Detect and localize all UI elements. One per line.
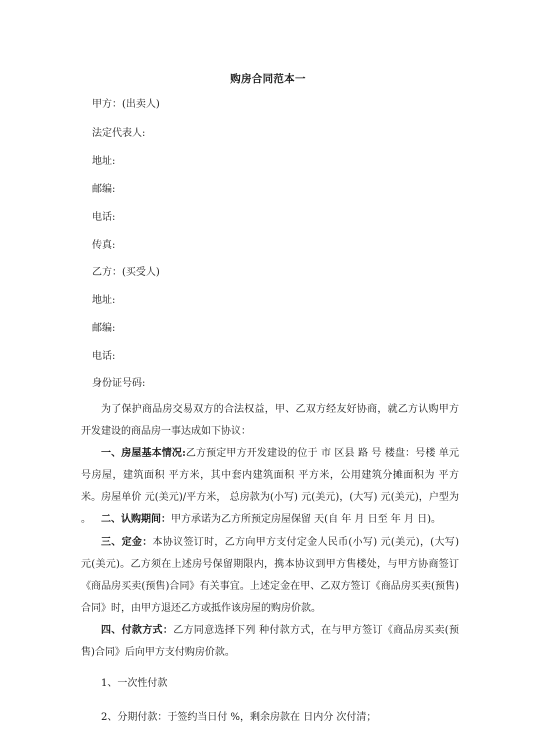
- section-payment-method: [81, 620, 459, 664]
- document-title: 购房合同范本一: [230, 73, 306, 85]
- party-a-postcode-field: 邮编:: [92, 184, 116, 195]
- party-a-address-field: 地址:: [92, 156, 116, 167]
- section-heading: 四、付款方式：: [101, 625, 174, 636]
- payment-option-lump-sum: 1、一次性付款: [101, 678, 168, 689]
- section-body: 甲方承诺为乙方所预定房屋保留 天(自 年 月 日至 年 月 日)。: [171, 514, 442, 525]
- section-body: 本协议签订时，乙方向甲方支付定金人民币(小写) 元(美元)，(大写) 元(美元)。乙方须在上述房号保留期限内，携本协议到甲方售楼处，与甲方协商签订《商品房买卖(预售)合同》有关事宜。上述定金在甲、乙双方签订《商品房买卖(预售)合同》时，由甲方退还乙方或抵作该房屋的购房价款。: [81, 537, 459, 614]
- section-heading: 三、定金：: [101, 537, 153, 548]
- party-b-postcode-field: 邮编:: [92, 323, 116, 334]
- section-body: 乙方预定甲方开发建设的位于 市 区县 路 号 楼盘：号楼 单元 号房屋，建筑面积 平方米，其中套内建筑面积 平方米，公用建筑分摊面积为 平方米。房屋单价 元(美元)/平方米， 总房款为(小写) 元(美元)，(大写) 元(美元)，户型为 。: [81, 448, 459, 525]
- section-subscription-period: [81, 509, 459, 531]
- id-number-field: 身份证号码:: [92, 378, 146, 389]
- section-body: 乙方同意选择下列 种付款方式，在与甲方签订《商品房买卖(预售)合同》后向甲方支付购房价款。: [81, 625, 459, 658]
- legal-representative-field: 法定代表人:: [92, 128, 146, 139]
- party-a-field: 甲方：(出卖人): [92, 99, 160, 110]
- payment-option-installment: 2、分期付款：于签约当日付 %，剩余房款在 日内分 次付清；: [101, 712, 377, 723]
- party-a-fax-field: 传真:: [92, 240, 116, 251]
- section-heading: 二、认购期间：: [101, 514, 171, 525]
- party-b-address-field: 地址:: [92, 295, 116, 306]
- intro-paragraph: 为了保护商品房交易双方的合法权益，甲、乙双方经友好协商，就乙方认购甲方开发建设的商品房一事达成如下协议：: [81, 404, 459, 437]
- section-heading: 一、房屋基本情况:: [101, 448, 186, 459]
- party-b-field: 乙方：(买受人): [92, 267, 160, 278]
- party-a-phone-field: 电话:: [92, 212, 116, 223]
- section-deposit: [81, 532, 459, 620]
- party-b-phone-field: 电话:: [92, 351, 116, 362]
